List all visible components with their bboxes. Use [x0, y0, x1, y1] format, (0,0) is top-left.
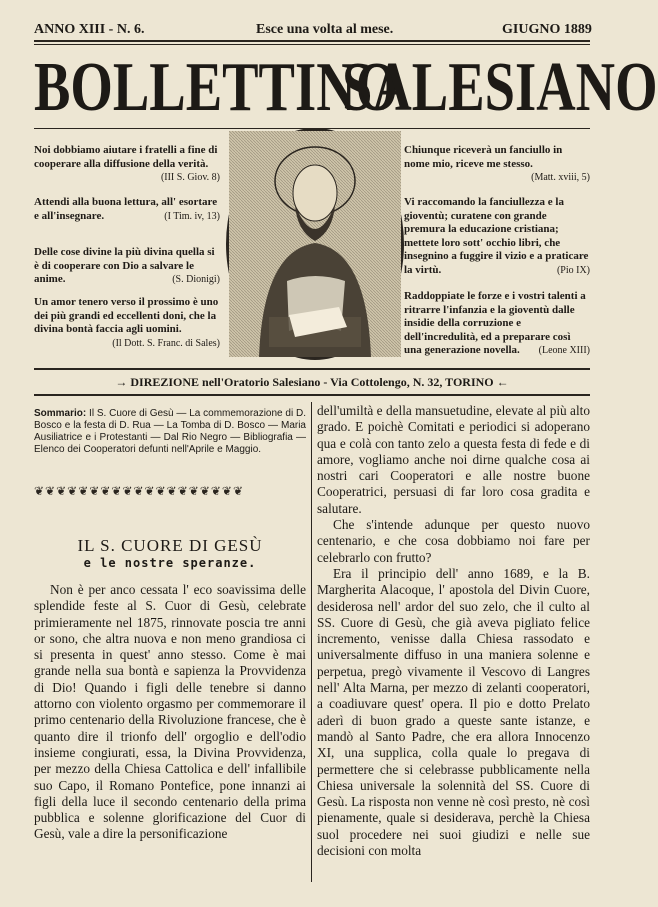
direzione-rule-bottom	[34, 394, 590, 396]
ornamental-band: ❦❦❦❦❦❦❦❦❦❦❦❦❦❦❦❦❦❦❦	[34, 484, 245, 498]
quote-source: (Leone XIII)	[538, 345, 590, 356]
quote-text: Chiunque riceverà un fanciullo in nome mio, riceve me stesso.	[404, 144, 563, 170]
quote-source: (Pio IX)	[556, 264, 590, 276]
quote-text: Noi dobbiamo aiutare i fratelli a fine di cooperare alla diffusione della verità.	[34, 144, 218, 170]
pointer-right-icon: →	[115, 375, 131, 389]
paragraph: Non è per anco cessata l' eco soavissima delle splendide feste al S. Cuor di Gesù, celebrate primieramente nel 1875, rinnovate poscia tre anni or sono, che altra nuova e non meno grandiosa ci si presenta in quest' anno stesso. Come è mai grande nella sua bontà e sapienza la Provvidenza di Dio! Quando i figli delle tenebre si danno attorno con violento orgasmo per commemorare il primo centenario della Rivoluzione francese, che è quanto dire il trionfo dell' orgoglio e dell'odio insieme congiurati, essa, la Divina Provvidenza, per mezzo della Chiesa Cattolica e dell' infallibile suo Capo, il Romano Pontefice, pone innanzi ai figli della luce il secondo centenario della prima pubblica e solenne glorificazione del Cuor di Gesù, vale a dire la personificazione	[34, 582, 306, 842]
masthead-word-2: SALESIANO	[342, 49, 658, 126]
article-subtitle: e le nostre speranze.	[83, 556, 257, 570]
masthead-word-1: BOLLETTINO	[34, 49, 399, 126]
left-body-column	[34, 582, 306, 843]
left-quote-4	[34, 296, 220, 350]
summary-box	[34, 408, 306, 456]
quote-source: (I Tim. iv, 13)	[164, 210, 220, 222]
quote-source: (III S. Giov. 8)	[160, 172, 220, 183]
issue-date: GIUGNO 1889	[502, 22, 592, 37]
frequency-note: Esce una volta al mese.	[256, 22, 394, 37]
column-divider	[311, 402, 312, 882]
pointer-left-icon: ←	[493, 375, 509, 389]
right-body-column	[317, 403, 590, 859]
paragraph: Era il principio dell' anno 1689, e la B. Margherita Alacoque, l' apostola del Divin Cuore, desiderosa nell' ardor del suo zelo, che il culto al SS. Cuore di Gesù, che già aveva pigliato felice incremento, venisse dalla Chiesa rassodato e universalmente diffuso in una maniera solenne e perpetua, pregò vivamente il Vescovo di Langres nell' Alta Marna, per mezzo di zelanti cooperatori, a coadiuvare quest' opera. Il pio e dotto Prelato aderì di buon grado a queste sante istanze, e mandò al Santo Padre, che era allora Innocenzo XI, una supplica, colla quale lo pregava di permettere che si celebrasse pubblicamente nella Chiesa universale la solennità del SS. Cuore di Gesù. La risposta non venne nè così presto, nè così pienamente, quale si desiderava, perchè la Chiesa suol procedere nei suoi giudizi e nelle sue decisioni con molta	[317, 565, 590, 859]
direzione-line	[34, 375, 590, 390]
portrait-engraving	[226, 128, 404, 360]
article-title: IL S. CUORE DI GESÙ	[77, 536, 263, 555]
direzione-rule-top	[34, 368, 590, 370]
quote-source: (S. Dionigi)	[172, 274, 220, 285]
paragraph: dell'umiltà e della mansuetudine, elevate al più alto grado. E poichè Comitati e periodici si adoperano qua e colà con tanto zelo a questa festa di fede e di amore, vogliamo anche noi dirne qualche cosa ai nostri cari Cooperatori e alle nostre buone Cooperatrici, persuasi di far loro cosa gradita e salutare.	[317, 403, 590, 516]
quote-text: Attendi alla buona lettura, all' esortare e all'insegnare.	[34, 196, 218, 222]
left-quote-1	[34, 144, 220, 185]
quote-source: (Il Dott. S. Franc. di Sales)	[112, 337, 220, 349]
paragraph: Che s'intende adunque per questo nuovo centenario, e che cosa dobbiamo noi fare per celebrarlo con frutto?	[317, 517, 590, 565]
quote-text: Raddoppiate le forze e i vostri talenti a ritrarre l'infanzia e la gioventù dalle insidie della corruzione e dell'incredulità, ed a preparare così una generazione novella.	[404, 290, 586, 356]
quote-text: Un amor tenero verso il prossimo è uno dei più grandi ed eccellenti doni, che la divina bontà faccia agli uomini.	[34, 296, 219, 335]
summary-label: Sommario:	[34, 408, 87, 419]
issue-number: ANNO XIII - N. 6.	[34, 22, 145, 37]
left-quote-2	[34, 196, 220, 223]
quote-text: Delle cose divine la più divina quella si è di cooperare con Dio a salvare le anime.	[34, 246, 215, 285]
quote-text: Vi raccomando la fanciullezza e la gioventù; curatene con grande premura la educazione cristiana; mettete loro sott' occhio libri, che insegnino a fuggire il vizio e a praticare la virtù.	[404, 196, 589, 276]
direzione-address: DIREZIONE nell'Oratorio Salesiano - Via Cottolengo, N. 32, TORINO	[130, 375, 494, 389]
left-quote-3	[34, 246, 220, 287]
right-quote-3	[404, 290, 590, 358]
summary-text: Il S. Cuore di Gesù — La commemorazione di D. Bosco e la festa di D. Rua — La Tomba di D. Bosco — Maria Ausiliatrice e i Protestanti — Dal Rio Negro — Bibliografia — Elenco dei Cooperatori defunti nell'Aprile e Maggio.	[34, 408, 306, 455]
quote-source: (Matt. xviii, 5)	[531, 172, 590, 183]
right-quote-1	[404, 144, 590, 185]
right-quote-2	[404, 196, 590, 277]
top-rule-thin	[34, 44, 590, 45]
masthead	[34, 49, 658, 126]
saint-portrait-icon	[229, 131, 401, 357]
top-rule	[34, 40, 590, 42]
